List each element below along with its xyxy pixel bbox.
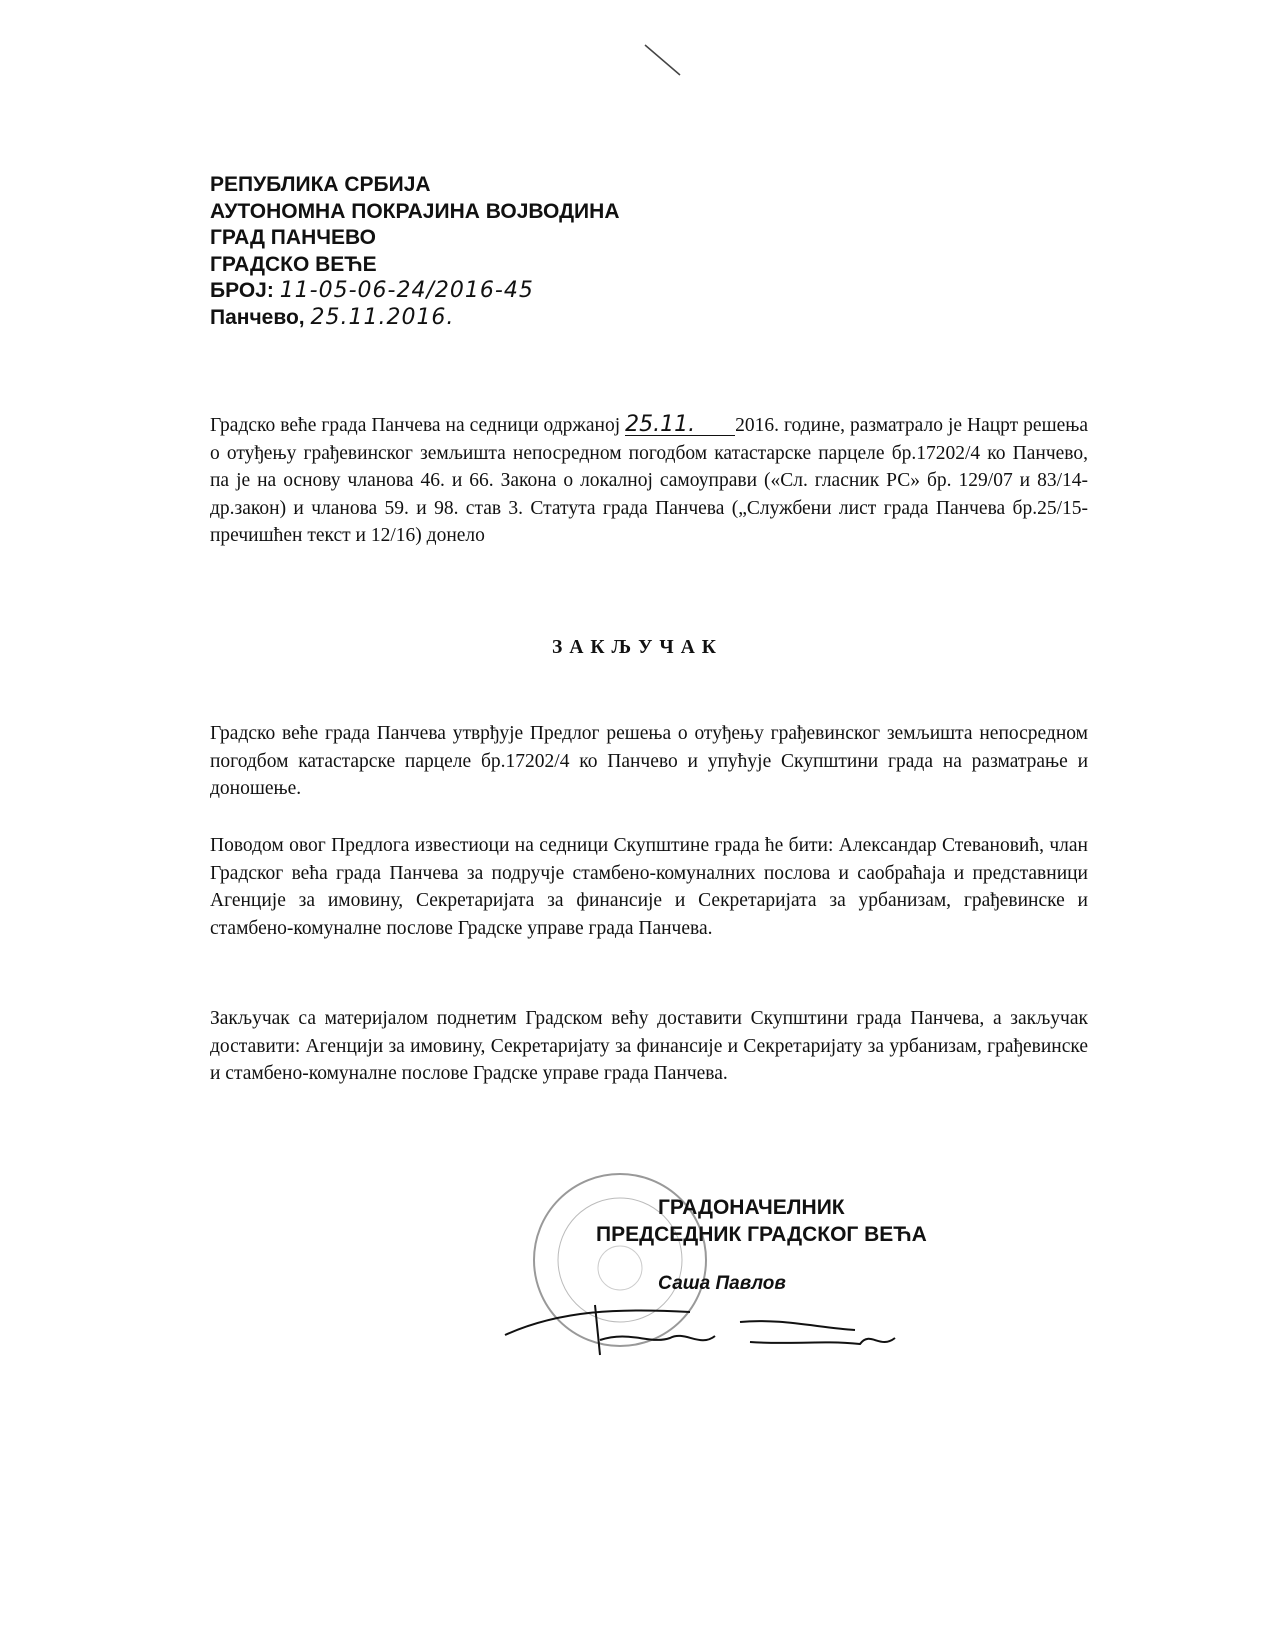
scan-artifact <box>640 40 700 80</box>
handwritten-signature <box>500 1300 920 1360</box>
intro-paragraph <box>210 412 1088 550</box>
place-date <box>210 305 619 332</box>
session-date-handwritten: 25.11. <box>625 415 735 436</box>
number-value-handwritten: 11-05-06-24/2016-45 <box>279 278 534 303</box>
intro-text-rest: 2016. године, разматрало је Нацрт решења о отуђењу грађевинског земљишта непосредном погодбом катастарске парцеле бр.17202/4 ко Панчево, па је на основу чланова 46. и 66. Закона о локалној самоуправи («Сл. гласник РС» бр. 129/07 и 83/14-др.закон) и чланова 59. и 98. став 3. Статута града Панчева („Службени лист града Панчева бр.25/15-пречишћен текст и 12/16) донело <box>210 415 1089 546</box>
signature-block <box>596 1194 927 1297</box>
conclusion-paragraph-3: Закључак са материјалом поднетим Градском већу доставити Скупштини града Панчева, а закључак доставити: Агенцији за имовину, Секретаријату за финансије и Секретаријату за урбанизам, грађевинске и стамбено-комуналне послове Градске управе града Панчева. <box>210 1008 1088 1084</box>
letterhead-country: РЕПУБЛИКА СРБИЈА <box>210 173 431 196</box>
letterhead <box>210 172 619 331</box>
conclusion-paragraph-1: Градско веће града Панчева утврђује Предлог решења о отуђењу грађевинског земљишта непосредном погодбом катастарске парцеле бр.17202/4 ко Панчево и упућује Скупштини града на разматрање и доношење. <box>210 723 1088 799</box>
council-president-title: ПРЕДСЕДНИК ГРАДСКОГ ВЕЋА <box>596 1223 927 1246</box>
conclusion-paragraph-2: Поводом овог Предлога известиоци на седници Скупштине града ће бити: Александар Стевановић, члан Градског већа града Панчева за подручје стамбено-комуналних послова и саобраћаја и представници Агенције за имовину, Секретаријата за финансије и Секретаријата за урбанизам, грађевинске и стамбено-комуналне послове Градске управе града Панчева. <box>210 835 1088 939</box>
letterhead-council: ГРАДСКО ВЕЋЕ <box>210 252 377 276</box>
signatory-name: Саша Павлов <box>658 1273 786 1294</box>
number-label: БРОЈ: <box>210 279 274 302</box>
document-title: ЗАКЉУЧАК <box>552 637 723 658</box>
document-number <box>210 278 619 305</box>
date-handwritten: 25.11.2016. <box>310 304 455 330</box>
intro-text-start: Градско веће града Панчева на седници одржаној <box>210 415 621 436</box>
mayor-title: ГРАДОНАЧЕЛНИК <box>658 1196 845 1219</box>
place-label: Панчево, <box>210 305 305 329</box>
letterhead-city: ГРАД ПАНЧЕВО <box>210 226 376 249</box>
letterhead-province: АУТОНОМНА ПОКРАЈИНА ВОЈВОДИНА <box>210 199 620 223</box>
